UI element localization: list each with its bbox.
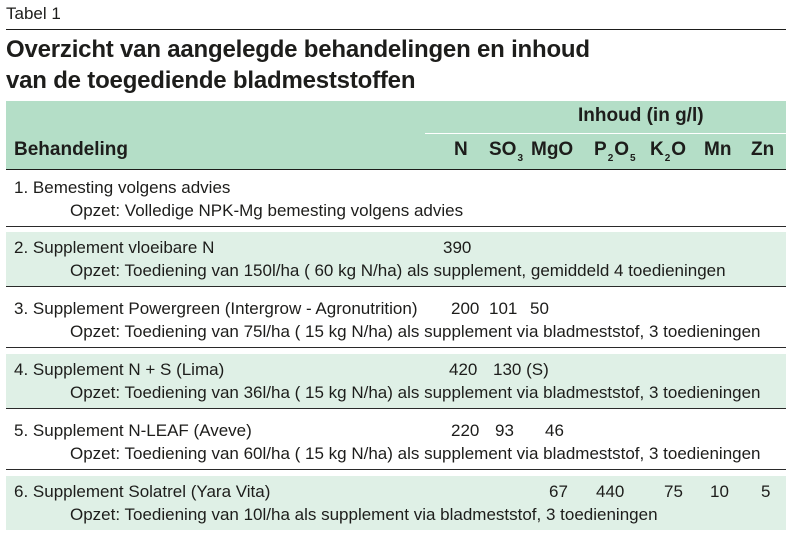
cell-n: 390 (443, 238, 472, 257)
row-divider (6, 286, 786, 287)
header-col-so3: $SO_3$ (489, 139, 524, 164)
cell-so3: 93 (495, 421, 514, 440)
row-title: 4. Supplement N + S (Lima) (14, 360, 225, 379)
table-row (6, 172, 786, 226)
header-group-rule (425, 133, 786, 134)
header-rule (6, 169, 786, 170)
table-label: Tabel 1 (6, 4, 61, 23)
header-col-n: N (454, 139, 468, 160)
row-opzet: Opzet: Toediening van 75l/ha ( 15 kg N/ha) als supplement via bladmeststof, 3 toedieningen (70, 322, 761, 341)
row-divider (6, 226, 786, 227)
row-title: 5. Supplement N-LEAF (Aveve) (14, 421, 252, 440)
cell-mgo: 50 (530, 299, 549, 318)
table-row (6, 415, 786, 469)
table-title (6, 34, 590, 96)
cell-zn: 5 (761, 482, 771, 501)
table-row (6, 293, 786, 347)
header-col-p2o5: $P_2O_5$ (594, 139, 636, 164)
row-title: 3. Supplement Powergreen (Intergrow - Agronutrition) (14, 299, 418, 318)
title-line-1: Overzicht van aangelegde behandelingen en inhoud (6, 36, 590, 63)
cell-p2o5: 440 (596, 482, 625, 501)
title-line-2: van de toegediende bladmeststoffen (6, 67, 416, 94)
row-divider (6, 408, 786, 409)
cell-so3: 101 (489, 299, 518, 318)
table-row (6, 354, 786, 408)
row-divider (6, 469, 786, 470)
cell-n: 200 (451, 299, 480, 318)
table-row (6, 476, 786, 530)
header-col-mn: Mn (704, 139, 732, 160)
row-opzet: Opzet: Toediening van 36l/ha ( 15 kg N/ha) als supplement via bladmeststof, 3 toedieningen (70, 383, 761, 402)
header-col-mgo: MgO (531, 139, 574, 160)
header-group-inhoud: Inhoud (in g/l) (578, 105, 704, 126)
top-rule (6, 29, 786, 30)
row-divider (6, 347, 786, 348)
row-opzet: Opzet: Toediening van 10l/ha als supplement via bladmeststof, 3 toedieningen (70, 505, 658, 524)
cell-n: 420 (449, 360, 478, 379)
cell-mn: 10 (710, 482, 729, 501)
header-col-zn: Zn (751, 139, 775, 160)
cell-k2o: 75 (664, 482, 683, 501)
header-col-k2o: $K_2O$ (650, 139, 687, 164)
row-opzet: Opzet: Toediening van 60l/ha ( 15 kg N/ha) als supplement via bladmeststof, 3 toedieningen (70, 444, 761, 463)
cell-so3: 130 (S) (493, 360, 549, 379)
cell-mgo: 67 (549, 482, 568, 501)
row-title: 1. Bemesting volgens advies (14, 178, 231, 197)
row-opzet: Opzet: Toediening van 150l/ha ( 60 kg N/ha) als supplement, gemiddeld 4 toedieningen (70, 261, 726, 280)
row-title: 2. Supplement vloeibare N (14, 238, 215, 257)
row-title: 6. Supplement Solatrel (Yara Vita) (14, 482, 271, 501)
cell-n: 220 (451, 421, 480, 440)
cell-mgo: 46 (545, 421, 564, 440)
row-opzet: Opzet: Volledige NPK-Mg bemesting volgens advies (70, 201, 464, 220)
header-behandeling: Behandeling (14, 139, 129, 160)
table-row (6, 232, 786, 286)
